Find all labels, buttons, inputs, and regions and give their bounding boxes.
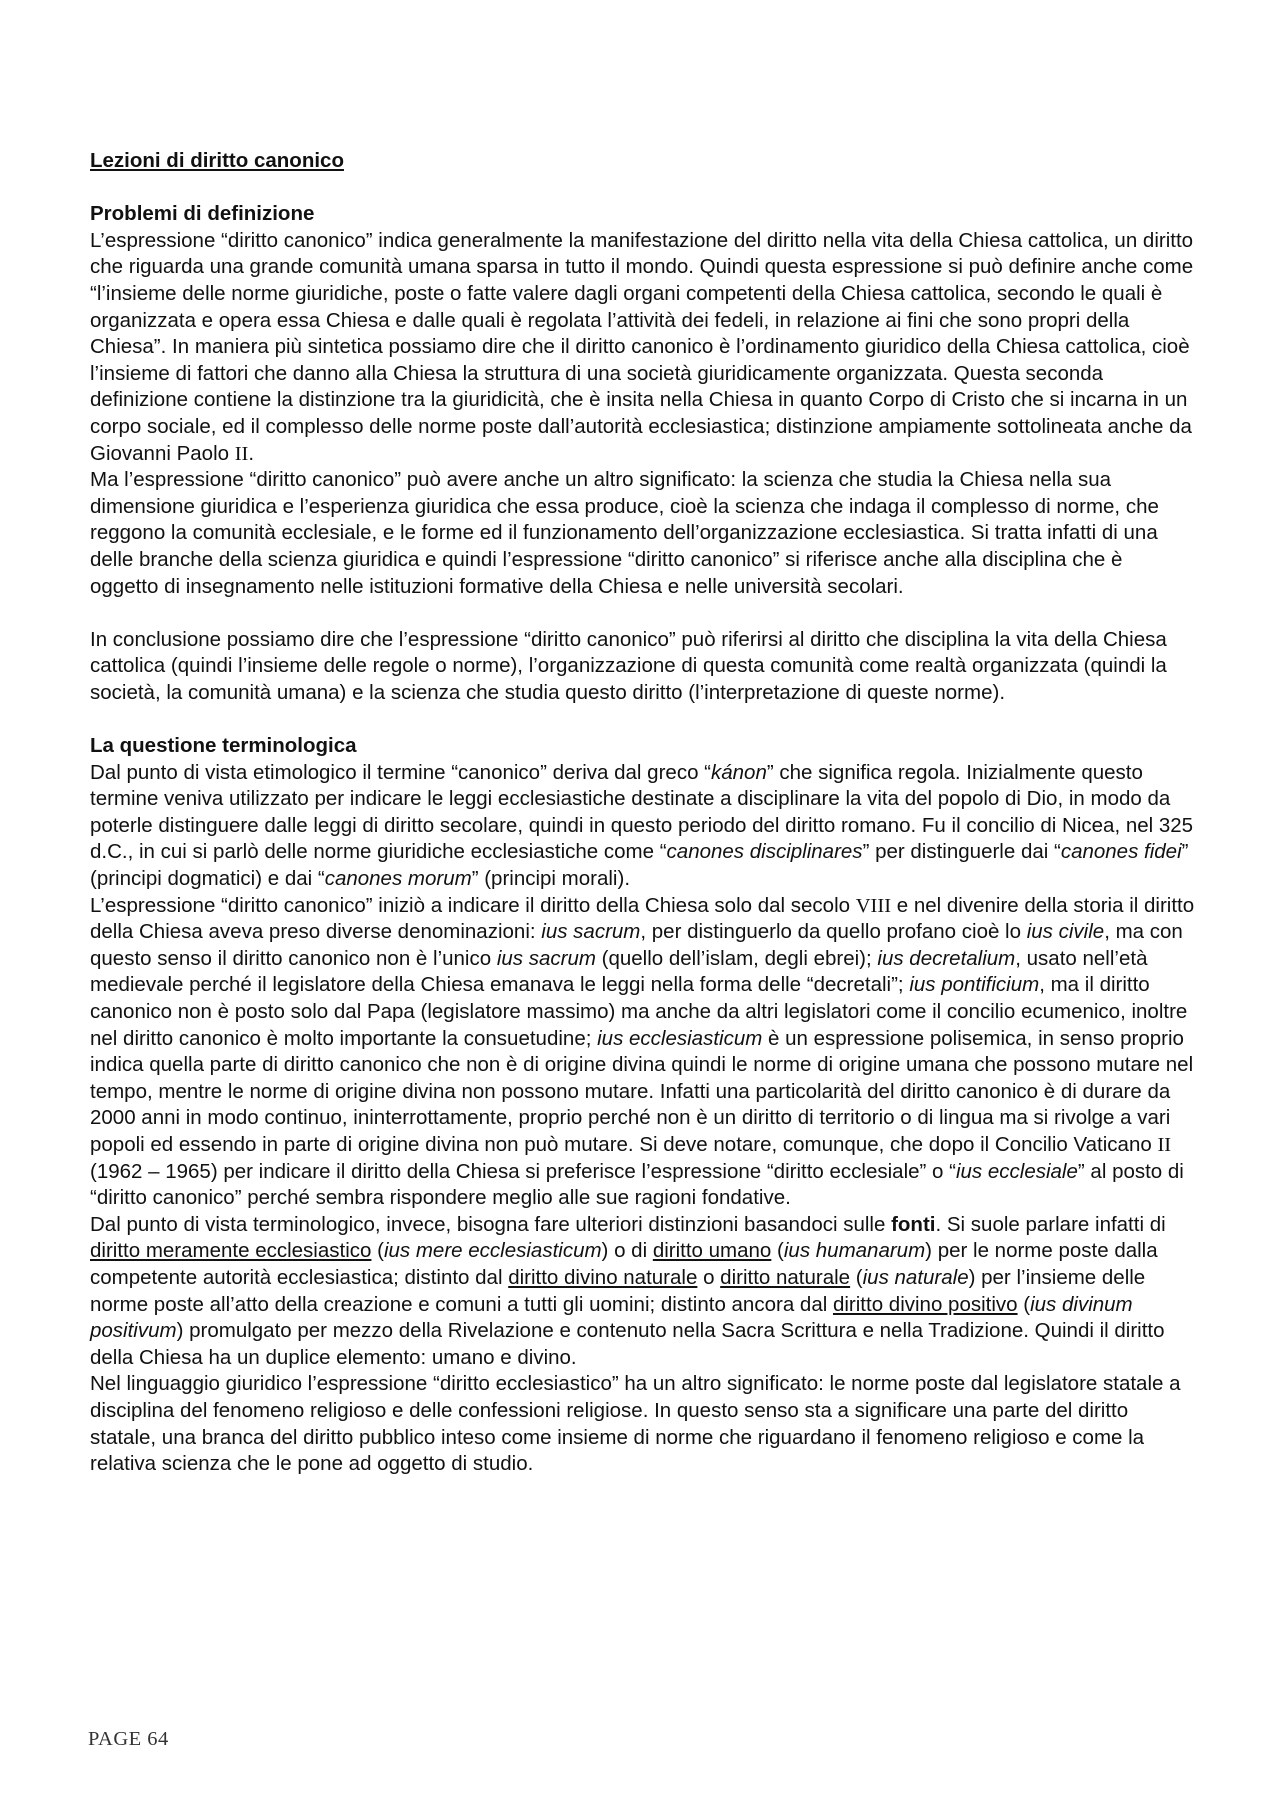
text-run: . bbox=[248, 441, 255, 465]
text-run: ” (principi morali). bbox=[471, 867, 631, 891]
text-run: ius civile bbox=[1026, 920, 1105, 944]
text-run: ( bbox=[371, 1239, 384, 1263]
paragraph-gap bbox=[90, 706, 1195, 733]
paragraph bbox=[90, 627, 1195, 707]
text-run: ius decretalium bbox=[877, 946, 1016, 970]
text-run: ) promulgato per mezzo della Rivelazione e contenuto nella Sacra Scrittura e nella Tradizione. Quindi il diritto della Chiesa ha un duplice elemento: umano e divino. bbox=[90, 1319, 1165, 1369]
text-run: ius pontificium bbox=[909, 973, 1040, 997]
paragraph bbox=[90, 893, 1195, 1212]
text-run: ( bbox=[1017, 1292, 1031, 1316]
text-run: e nel divenire della storia il diritto della Chiesa aveva preso diverse denominazioni: bbox=[90, 893, 1195, 944]
paragraph bbox=[90, 1371, 1195, 1477]
text-run: ( bbox=[850, 1265, 863, 1289]
section-heading: Problemi di definizione bbox=[90, 202, 315, 226]
paragraph bbox=[90, 1212, 1195, 1372]
text-run: Nel linguaggio giuridico l’espressione “diritto ecclesiastico” ha un altro significato: le norme poste dal legislatore statale a disciplina del fenomeno religioso e delle confessioni religiose. In questo senso sta a significare una parte del diritto statale, una branca del diritto pubblico inteso come insieme di norme che riguardano il fenomeno religioso e come la relativa scienza che le pone ad oggetto di studio. bbox=[90, 1372, 1181, 1476]
text-run: In conclusione possiamo dire che l’espressione “diritto canonico” può riferirsi al diritto che disciplina la vita della Chiesa cattolica (quindi l’insieme delle regole o norme), l’organizzazione di questa comunità come realtà organizzata (quindi la società, la comunità umana) e la scienza che studia questo diritto (l’interpretazione di queste norme). bbox=[90, 627, 1167, 704]
text-run: è un espressione polisemica, in senso proprio indica quella parte di diritto canonico che non è di origine divina quindi le norme di origine umana che possono mutare nel tempo, mentre le norme di origine divina non possono mutare. Infatti una particolarità del diritto canonico è di durare da 2000 anni in modo continuo, ininterrottamente, proprio perché non è un diritto di territorio o di lingua ma si rivolge a vari popoli ed essendo in parte di origine divina non può mutare. Si deve notare, comunque, che dopo il Concilio Vaticano bbox=[90, 1026, 1194, 1156]
text-run: diritto naturale bbox=[720, 1265, 851, 1289]
text-run: Dal punto di vista etimologico il termine “canonico” deriva dal greco “ bbox=[90, 760, 711, 784]
document-title: Lezioni di diritto canonico bbox=[90, 149, 344, 172]
text-run: . Si suole parlare infatti di bbox=[935, 1212, 1166, 1236]
text-run: ius sacrum bbox=[541, 920, 641, 944]
text-run: diritto divino naturale bbox=[508, 1265, 698, 1289]
text-run: ” (principi dogmatici) e dai “ bbox=[90, 840, 1189, 891]
text-run: , ma con questo senso il diritto canonico non è l’unico bbox=[90, 920, 1183, 970]
text-run: diritto umano bbox=[652, 1239, 772, 1263]
text-run: ) o di bbox=[601, 1239, 653, 1263]
text-run: II bbox=[234, 442, 249, 465]
text-run: ius mere ecclesiasticum bbox=[383, 1239, 602, 1263]
text-run: , per distinguerlo da quello profano cioè lo bbox=[640, 920, 1027, 944]
document-body bbox=[90, 201, 1195, 1478]
text-run: ( bbox=[771, 1239, 784, 1263]
text-run: II bbox=[1157, 1133, 1172, 1156]
text-run: kánon bbox=[711, 760, 767, 784]
page-number: PAGE 64 bbox=[88, 1728, 169, 1750]
text-run: L’espressione “diritto canonico” iniziò a indicare il diritto della Chiesa solo dal secolo bbox=[90, 893, 856, 917]
text-run: canones morum bbox=[324, 867, 472, 891]
text-run: ) per l’insieme delle norme poste all’atto della creazione e comuni a tutti gli uomini; distinto ancora dal bbox=[90, 1265, 1146, 1316]
text-run: ius ecclesiasticum bbox=[597, 1026, 763, 1050]
text-run: canones fidei bbox=[1060, 840, 1182, 864]
text-run: VIII bbox=[855, 894, 892, 917]
text-run: fonti bbox=[891, 1212, 936, 1236]
text-run: ius sacrum bbox=[496, 946, 596, 970]
text-run: ius divinum positivum bbox=[90, 1292, 1133, 1343]
text-run: , ma il diritto canonico non è posto solo dal Papa (legislatore massimo) ma anche da altri legislatori come il concilio ecumenico, inoltre nel diritto canonico è molto importante la consuetudine; bbox=[90, 973, 1188, 1050]
text-run: ) per le norme poste dalla competente autorità ecclesiastica; distinto dal bbox=[90, 1239, 1158, 1289]
text-run: , usato nell’età medievale perché il legislatore della Chiesa emanava le leggi nella forma delle “decretali”; bbox=[90, 946, 1148, 997]
text-run: ius humanarum bbox=[783, 1239, 926, 1263]
text-run: (1962 – 1965) per indicare il diritto della Chiesa si preferisce l’espressione “diritto ecclesiale” o “ bbox=[90, 1159, 956, 1183]
text-run: canones disciplinares bbox=[666, 840, 863, 864]
text-run: (quello dell’islam, degli ebrei); bbox=[595, 946, 878, 970]
text-run: o bbox=[697, 1265, 721, 1289]
text-run: L’espressione “diritto canonico” indica generalmente la manifestazione del diritto nella vita della Chiesa cattolica, un diritto che riguarda una grande comunità umana sparsa in tutto il mondo. Quindi questa espressione si può definire anche come “l’insieme delle norme giuridiche, poste o fatte valere dagli organi competenti della Chiesa cattolica, secondo le quali è organizzata e opera essa Chiesa e dalle quali è regolata l’attività dei fedeli, in relazione ai fini che sono propri della Chiesa”. In maniera più sintetica possiamo dire che il diritto canonico è l’ordinamento giuridico della Chiesa cattolica, cioè l’insieme di fattori che danno alla Chiesa la struttura di una società giuridicamente organizzata. Questa seconda definizione contiene la distinzione tra la giuridicità, che è insita nella Chiesa in quanto Corpo di Cristo che si incarna in un corpo sociale, ed il complesso delle norme poste dall’autorità ecclesiastica; distinzione ampiamente sottolineata anche da Giovanni Paolo bbox=[90, 228, 1194, 465]
paragraph bbox=[90, 760, 1195, 893]
text-run: Dal punto di vista terminologico, invece, bisogna fare ulteriori distinzioni basandoci sulle bbox=[90, 1212, 892, 1236]
text-run: ius naturale bbox=[862, 1265, 969, 1289]
text-run: ” al posto di “diritto canonico” perché sembra rispondere meglio alle sue ragioni fondative. bbox=[90, 1159, 1184, 1210]
text-run: ” per distinguerle dai “ bbox=[862, 840, 1061, 864]
paragraph bbox=[90, 467, 1195, 600]
text-run: ius ecclesiale bbox=[955, 1159, 1078, 1183]
text-run: ” che significa regola. Inizialmente questo termine veniva utilizzato per indicare le leggi ecclesiastiche destinate a disciplinare la vita del popolo di Dio, in modo da poterle distinguere dalle leggi di diritto secolare, quindi in questo periodo del diritto romano. Fu il concilio di Nicea, nel 325 d.C., in cui si parlò delle norme giuridiche ecclesiastiche come “ bbox=[90, 760, 1194, 864]
paragraph bbox=[90, 228, 1195, 467]
text-run: Ma l’espressione “diritto canonico” può avere anche un altro significato: la scienza che studia la Chiesa nella sua dimensione giuridica e l’esperienza giuridica che essa produce, cioè la scienza che indaga il complesso di norme, che reggono la comunità ecclesiale, e le forme ed il funzionamento dell’organizzazione ecclesiastica. Si tratta infatti di una delle branche della scienza giuridica e quindi l’espressione “diritto canonico” si riferisce anche alla disciplina che è oggetto di insegnamento nelle istituzioni formative della Chiesa e nelle università secolari. bbox=[90, 468, 1159, 598]
text-run: diritto divino positivo bbox=[832, 1292, 1018, 1316]
text-run: diritto meramente ecclesiastico bbox=[90, 1239, 372, 1263]
section-heading: La questione terminologica bbox=[90, 734, 357, 758]
document-page bbox=[90, 148, 1195, 1478]
paragraph-gap bbox=[90, 600, 1195, 627]
